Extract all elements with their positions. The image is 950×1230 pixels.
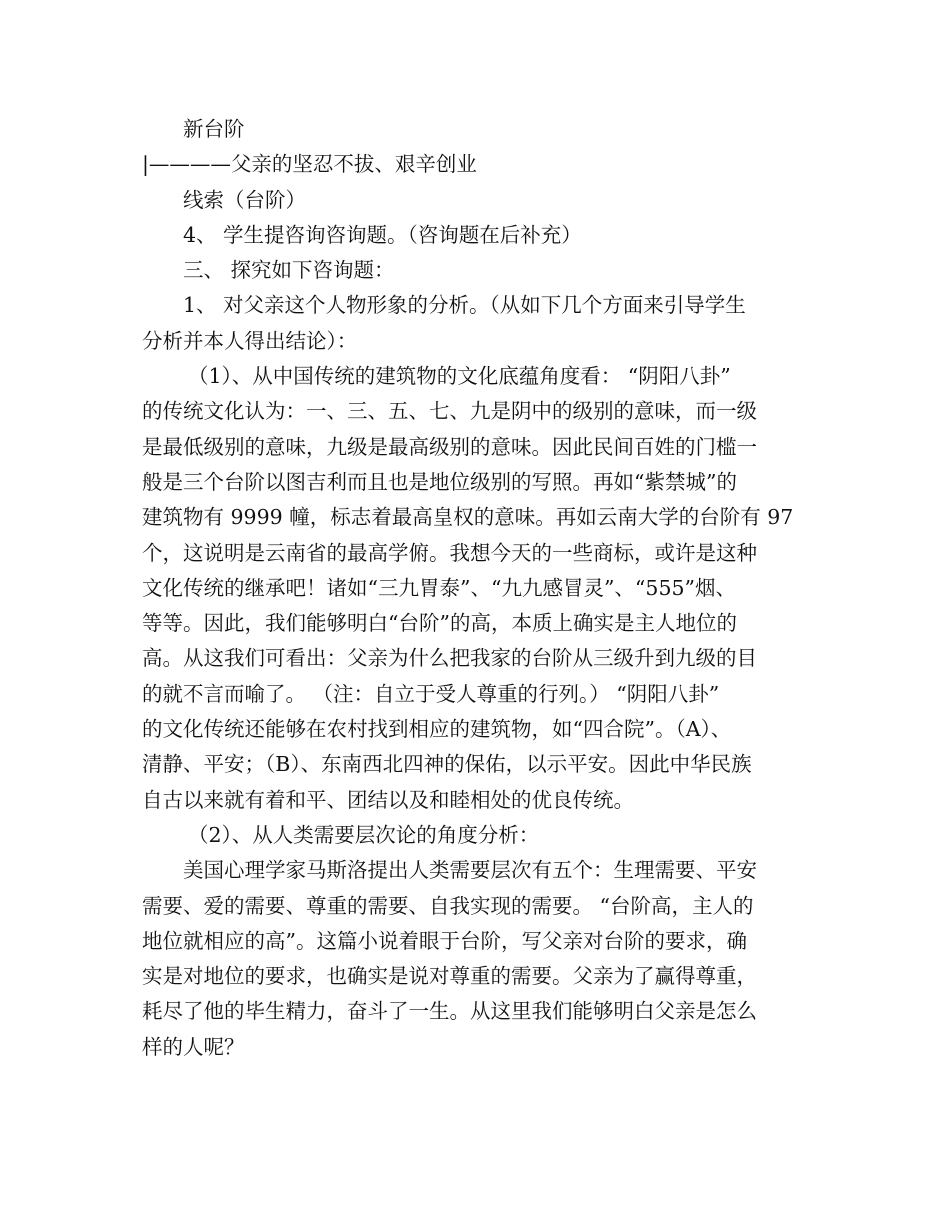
text-line: 高。从这我们可看出：父亲为什么把我家的台阶从三级升到九级的目 <box>142 646 757 671</box>
text-line: 样的人呢？ <box>142 1034 245 1059</box>
text-line: 4、 学生提咨询咨询题。（咨询题在后补充） <box>183 222 582 247</box>
text-line: 文化传统的继承吧！诸如“三九胃泰”、“九九感冒灵”、“555”烟、 <box>142 575 737 600</box>
text-line: 自古以来就有着和平、团结以及和睦相处的优良传统。 <box>142 787 634 812</box>
text-line: 等等。因此，我们能够明白“台阶”的高，本质上确实是主人地位的 <box>142 611 737 636</box>
text-line: 的文化传统还能够在农村找到相应的建筑物，如“四合院”。（A）、 <box>142 717 732 742</box>
text-line: 三、 探究如下咨询题： <box>183 258 395 283</box>
text-line: 新台阶 <box>183 117 245 141</box>
text-line: |————父亲的坚忍不拔、艰辛创业 <box>142 152 477 177</box>
text-line: 美国心理学家马斯洛提出人类需要层次有五个：生理需要、平安 <box>183 858 757 883</box>
text-line: 1、 对父亲这个人物形象的分析。（从如下几个方面来引导学生 <box>183 293 746 318</box>
text-line: 耗尽了他的毕生精力，奋斗了一生。从这里我们能够明白父亲是怎么 <box>142 999 757 1024</box>
text-line: 实是对地位的要求，也确实是说对尊重的需要。父亲为了赢得尊重， <box>142 964 757 989</box>
text-line: 需要、爱的需要、尊重的需要、自我实现的需要。 “台阶高，主人的 <box>142 893 754 918</box>
text-line: 般是三个台阶以图吉利而且也是地位级别的写照。再如“紫禁城”的 <box>142 469 737 494</box>
text-line: （2）、从人类需要层次论的角度分析： <box>188 822 540 847</box>
text-line: 是最低级别的意味，九级是最高级别的意味。因此民间百姓的门槛一 <box>142 434 757 459</box>
text-line: 个，这说明是云南省的最高学俯。我想今天的一些商标，或许是这种 <box>142 540 757 565</box>
text-line: 分析并本人得出结论）： <box>142 328 358 353</box>
text-line: 地位就相应的高”。这篇小说着眼于台阶，写父亲对台阶的要求，确 <box>142 928 747 953</box>
document-body <box>142 112 822 1065</box>
text-line: 线索（台阶） <box>183 187 306 212</box>
text-line: 建筑物有 9999 幢，标志着最高皇权的意味。再如云南大学的台阶有 97 <box>142 505 794 530</box>
text-line: （1）、从中国传统的建筑物的文化底蕴角度看： “阴阳八卦” <box>188 364 731 389</box>
text-line: 的就不言而喻了。 （注：自立于受人尊重的行列。） “阴阳八卦” <box>142 681 720 706</box>
text-line: 清静、平安；（B）、东南西北四神的保佑，以示平安。因此中华民族 <box>142 752 752 777</box>
text-line: 的传统文化认为：一、三、五、七、九是阴中的级别的意味，而一级 <box>142 399 757 424</box>
